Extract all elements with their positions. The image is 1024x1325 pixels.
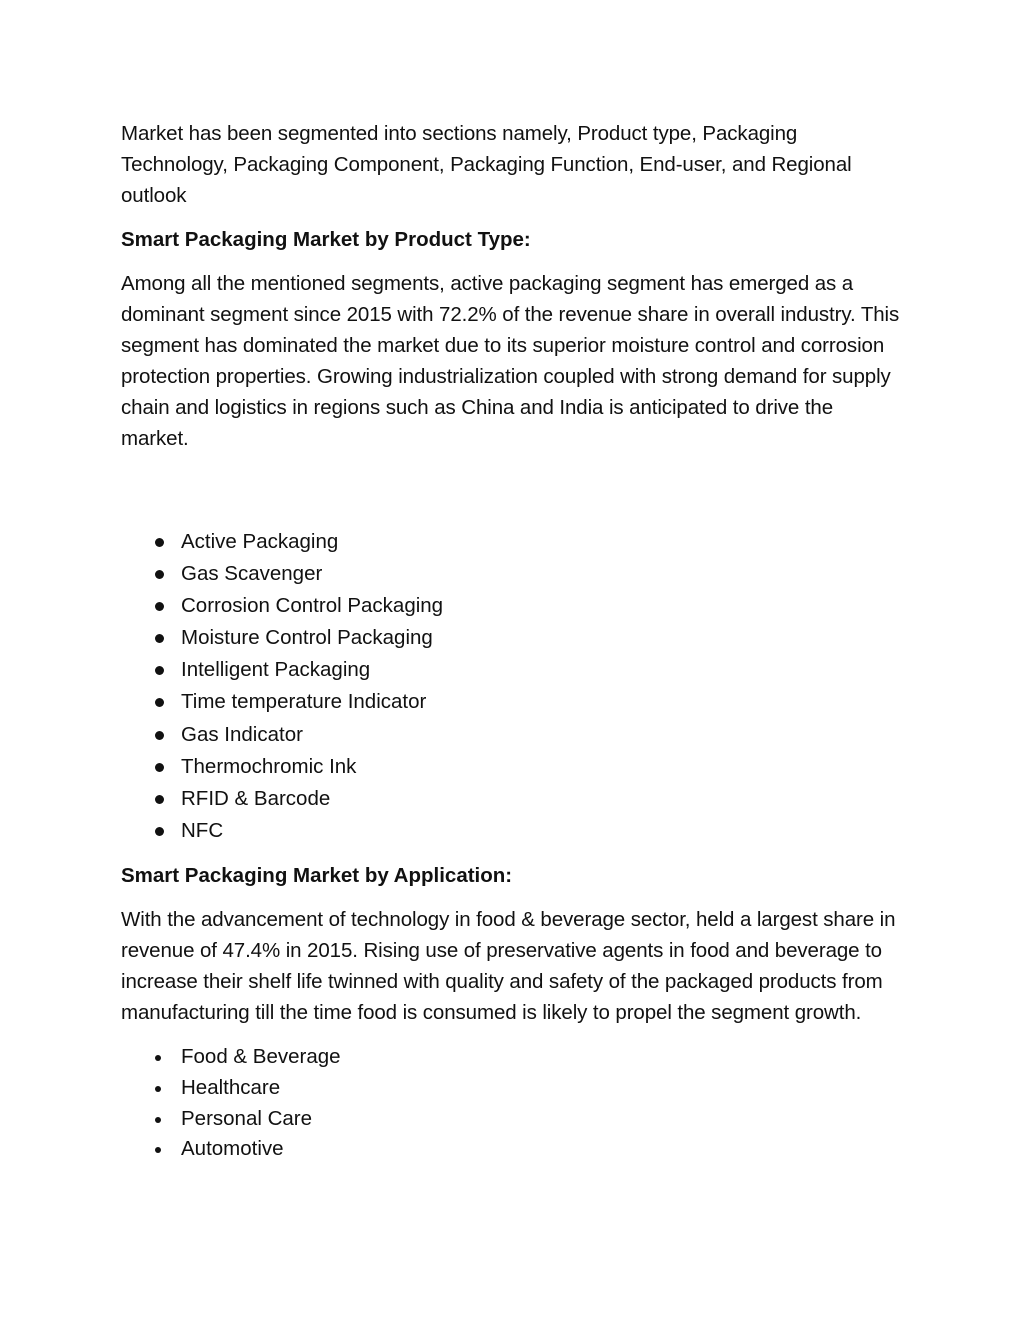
- bullet-icon: [155, 1055, 161, 1061]
- list-item-label: Corrosion Control Packaging: [181, 594, 444, 618]
- list-item-label: Moisture Control Packaging: [181, 626, 433, 650]
- bullet-icon: [155, 763, 164, 772]
- list-item-label: Automotive: [181, 1137, 284, 1161]
- list-item: [121, 751, 901, 783]
- bullet-icon: [155, 634, 164, 643]
- list-item: [121, 1073, 901, 1104]
- product-type-heading: Smart Packaging Market by Product Type:: [121, 228, 531, 251]
- list-item-label: Time temperature Indicator: [181, 690, 427, 714]
- list-item: [121, 783, 901, 815]
- list-item-label: Thermochromic Ink: [181, 754, 357, 778]
- list-item-label: NFC: [181, 818, 224, 842]
- product-type-list: [121, 526, 901, 847]
- list-item-label: Gas Indicator: [181, 722, 303, 746]
- bullet-icon: [155, 827, 164, 836]
- list-item: [121, 590, 901, 622]
- bullet-icon: [155, 731, 164, 740]
- list-item-label: Personal Care: [181, 1106, 313, 1130]
- list-item-label: Healthcare: [181, 1075, 281, 1099]
- document-page: [121, 118, 901, 1165]
- list-item: [121, 719, 901, 751]
- application-list: [121, 1042, 901, 1165]
- intro-paragraph: Market has been segmented into sections namely, Product type, Packaging Technology, Packaging Component, Packaging Function, End-user, and Regional outlook: [121, 122, 852, 207]
- bullet-icon: [155, 1117, 161, 1123]
- bullet-icon: [155, 570, 164, 579]
- bullet-icon: [155, 538, 164, 547]
- application-paragraph: With the advancement of technology in food & beverage sector, held a largest share in revenue of 47.4% in 2015. Rising use of preservative agents in food and beverage to increase their shelf life twinned with quality and safety of the packaged products from manufacturing till the time food is consumed is likely to propel the segment growth.: [121, 907, 896, 1024]
- list-item: [121, 558, 901, 590]
- list-item: [121, 1134, 901, 1165]
- list-item-label: Intelligent Packaging: [181, 658, 371, 682]
- list-item-label: Active Packaging: [181, 530, 339, 553]
- bullet-icon: [155, 1086, 161, 1092]
- list-item: [121, 815, 901, 847]
- bullet-icon: [155, 698, 164, 707]
- list-item-label: Gas Scavenger: [181, 562, 323, 586]
- bullet-icon: [155, 1147, 161, 1153]
- list-item: [121, 1104, 901, 1135]
- list-item: [121, 654, 901, 686]
- bullet-icon: [155, 602, 164, 611]
- list-item: [121, 526, 901, 558]
- list-item-label: Food & Beverage: [181, 1044, 341, 1068]
- product-type-paragraph: Among all the mentioned segments, active packaging segment has emerged as a dominant segment since 2015 with 72.2% of the revenue share in overall industry. This segment has dominated the market due to its superior moisture control and corrosion protection properties. Growing industrialization coupled with strong demand for supply chain and logistics in regions such as China and India is anticipated to drive the market.: [121, 272, 900, 450]
- list-item: [121, 622, 901, 654]
- bullet-icon: [155, 666, 164, 675]
- list-item: [121, 1042, 901, 1073]
- bullet-icon: [155, 795, 164, 804]
- list-item-label: RFID & Barcode: [181, 786, 331, 810]
- list-item: [121, 686, 901, 718]
- application-heading: Smart Packaging Market by Application:: [121, 863, 513, 887]
